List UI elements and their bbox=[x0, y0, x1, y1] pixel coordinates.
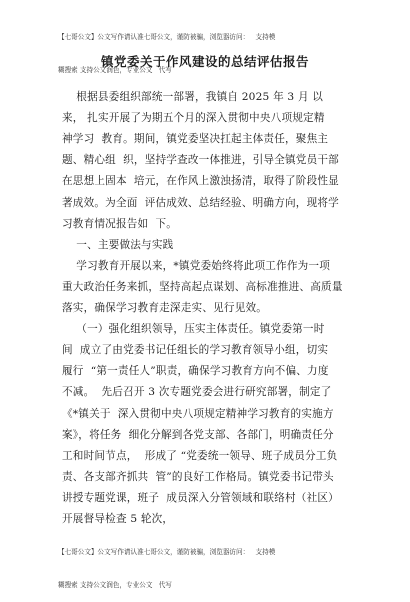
body-line: 习教育情况报告如 下。 bbox=[62, 217, 178, 230]
body-line: 履行 “第一责任人”职责，确保学习教育方向不偏、力度 bbox=[62, 365, 329, 378]
header-notice bbox=[58, 10, 358, 87]
header-notice-line-2: 糊搜索 支持公文润色，专业公文 代写 bbox=[58, 66, 172, 74]
header-notice-line-1: 【七哥公文】公文写作请认准七哥公文，谨防被骗，浏览器访问： 支持模 bbox=[58, 33, 276, 41]
body-line: 著成效。为全面 评估成效、总结经验、明确方向，现将学 bbox=[62, 196, 339, 209]
body-line: 学习教育开展以来，*镇党委始终将此项工作作为一项 bbox=[62, 259, 331, 272]
body-line: 间 成立了由党委书记任组长的学习教育领导小组，切实 bbox=[62, 344, 329, 357]
body-line: 来， 扎实开展了为期五个月的深入贯彻中央八项规定精 bbox=[62, 112, 325, 125]
footer-notice-line-2: 糊搜索 支持公文润色，专业公文 代写 bbox=[58, 581, 172, 589]
body-line: 在思想上固本 培元，在作风上激浊扬清，取得了阶段性显 bbox=[62, 175, 339, 188]
document-title: 镇党委关于作风建设的总结评估报告 bbox=[100, 54, 309, 69]
body-line: 一、主要做法与实践 bbox=[62, 238, 174, 251]
body-line: 重大政治任务来抓，坚持高起点谋划、高标准推进、高质量 bbox=[62, 280, 343, 293]
body-line: 根据县委组织部统一部署，我镇自 2025 年 3 月 以 bbox=[62, 91, 324, 103]
body-line: 开展督导检查 5 轮次， bbox=[62, 513, 174, 525]
body-line: 讲授专题党课，班子 成员深入分管领域和联络村（社区） bbox=[62, 491, 339, 504]
body-line: 神学习 教育。期间，镇党委坚决扛起主体责任，聚焦主 bbox=[62, 133, 329, 146]
body-line: 不减。 先后召开 3 次专题党委会进行研究部署，制定了 bbox=[62, 386, 332, 399]
body-line: 落实，确保学习教育走深走实、见行见效。 bbox=[62, 302, 268, 314]
body-line: （一）强化组织领导，压实主体责任。镇党委第一时 bbox=[62, 323, 325, 336]
body-line: 《*镇关于 深入贯彻中央八项规定精神学习教育的实施方 bbox=[62, 407, 334, 420]
body-line: 题、精心组 织，坚持学查改一体推进，引导全镇党员干部 bbox=[62, 154, 339, 167]
body-line: 责、各支部齐抓共 管”的良好工作格局。镇党委书记带头 bbox=[62, 470, 334, 483]
footer-notice-line-1: 【七哥公文】公文写作请认准七哥公文，谨防被骗，浏览器访问： 支持模 bbox=[58, 548, 276, 556]
footer-notice bbox=[58, 525, 358, 602]
body-line: 案》，将任务 细化分解到各党支部、各部门，明确责任分 bbox=[62, 428, 334, 441]
body-line: 工和时间节点， 形成了 “党委统一领导、班子成员分工负 bbox=[62, 449, 338, 462]
